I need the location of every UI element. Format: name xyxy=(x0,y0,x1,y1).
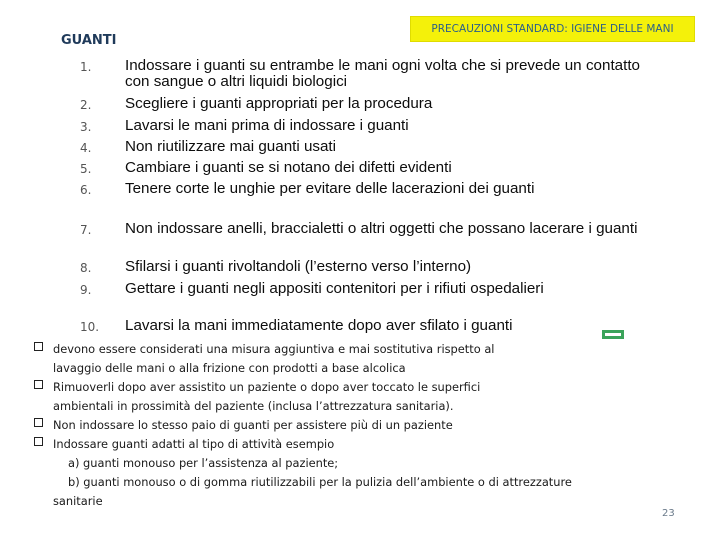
example-b-continued: sanitarie xyxy=(53,494,103,508)
bullet-text: Rimuoverli dopo aver assistito un paziente o dopo aver toccato le superfici xyxy=(53,380,481,394)
list-item-number: 1. xyxy=(80,60,92,74)
list-item-text: Sfilarsi i guanti rivoltandoli (l’esterno verso l’interno) xyxy=(125,258,472,275)
list-item-text: Lavarsi la mani immediatamente dopo aver sfilato i guanti xyxy=(125,317,513,334)
bullet-text: devono essere considerati una misura aggiuntiva e mai sostitutiva rispetto al xyxy=(53,342,495,356)
list-item-text: Indossare i guanti su entrambe le mani ogni volta che si prevede un contatto con sangue o altri liquidi biologici xyxy=(125,57,640,90)
list-item-number: 4. xyxy=(80,141,92,155)
list-item-number: 5. xyxy=(80,162,92,176)
bullet-text: Indossare guanti adatti al tipo di attività esempio xyxy=(53,437,335,451)
list-item-number: 6. xyxy=(80,183,92,197)
header-badge-text: PRECAUZIONI STANDARD: IGIENE DELLE MANI xyxy=(431,23,674,35)
list-item-number: 3. xyxy=(80,120,92,134)
list-item-number: 7. xyxy=(80,223,92,237)
checkbox-bullet-icon xyxy=(34,380,43,389)
checkbox-bullet-icon xyxy=(34,437,43,446)
list-item-text: Scegliere i guanti appropriati per la procedura xyxy=(125,95,433,112)
list-item-text: Gettare i guanti negli appositi contenitori per i rifiuti ospedalieri xyxy=(125,280,544,297)
example-a: a) guanti monouso per l’assistenza al paziente; xyxy=(68,456,339,470)
list-item-text: Cambiare i guanti se si notano dei difetti evidenti xyxy=(125,159,452,176)
list-item-number: 10. xyxy=(80,320,100,334)
list-item-number: 8. xyxy=(80,261,92,275)
list-item-number: 2. xyxy=(80,98,92,112)
section-title: GUANTI xyxy=(61,33,117,48)
bullet-text: Non indossare lo stesso paio di guanti per assistere più di un paziente xyxy=(53,418,453,432)
logo-icon xyxy=(602,330,624,339)
list-item-text: Non riutilizzare mai guanti usati xyxy=(125,138,337,155)
bullet-text: lavaggio delle mani o alla frizione con prodotti a base alcolica xyxy=(53,361,406,375)
list-item-text: Tenere corte le unghie per evitare delle lacerazioni dei guanti xyxy=(125,180,535,197)
example-b: b) guanti monouso o di gomma riutilizzabili per la pulizia dell’ambiente o di attrezzature xyxy=(68,475,572,489)
checkbox-bullet-icon xyxy=(34,342,43,351)
list-item-text: Lavarsi le mani prima di indossare i guanti xyxy=(125,117,409,134)
page-number: 23 xyxy=(662,508,675,519)
checkbox-bullet-icon xyxy=(34,418,43,427)
list-item-number: 9. xyxy=(80,283,92,297)
bullet-text: ambientali in prossimità del paziente (inclusa l’attrezzatura sanitaria). xyxy=(53,399,454,413)
numbered-list-panel xyxy=(66,52,654,334)
header-badge xyxy=(410,16,695,42)
list-item-text: Non indossare anelli, braccialetti o altri oggetti che possano lacerare i guanti xyxy=(125,220,638,237)
